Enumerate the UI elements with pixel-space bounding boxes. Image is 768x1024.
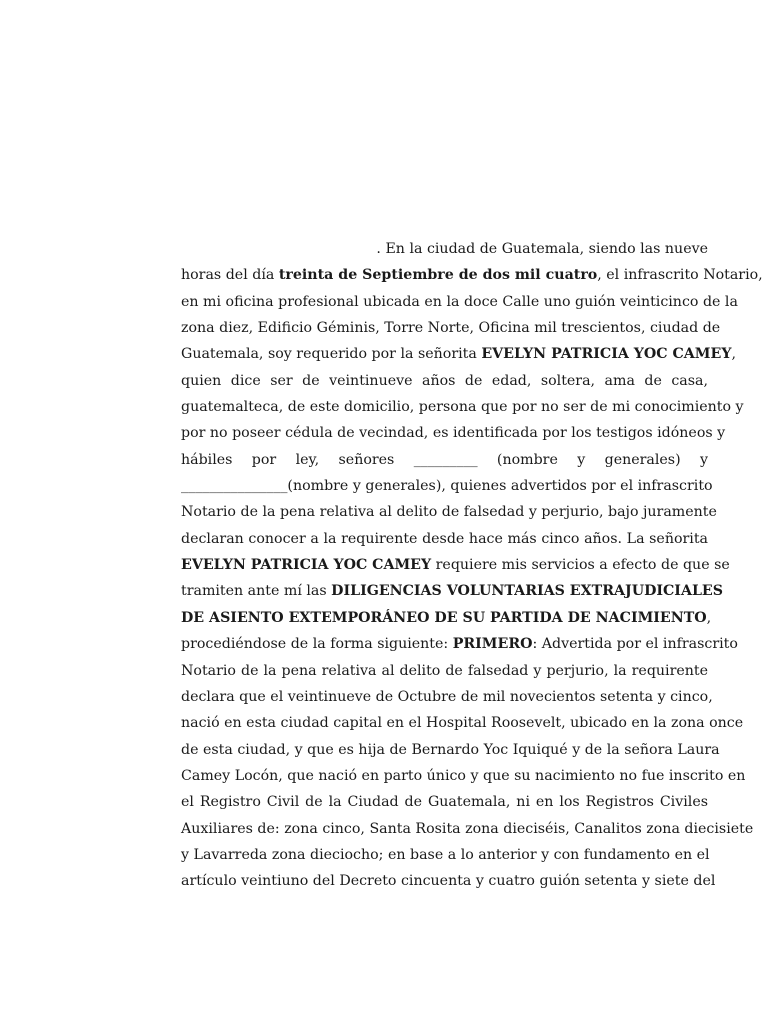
- document-line: por no poseer cédula de vecindad, es identificada por los testigos idóneos y: [181, 425, 726, 442]
- document-line: quien dice ser de veintinueve años de edad, soltera, ama de casa,: [181, 372, 708, 389]
- document-line: artículo veintiuno del Decreto cincuenta y cuatro guión setenta y siete del: [181, 873, 716, 890]
- document-line: nació en esta ciudad capital en el Hospital Roosevelt, ubicado en la zona once: [181, 715, 744, 732]
- document-line: Notario de la pena relativa al delito de falsedad y perjurio, bajo juramente: [181, 504, 717, 521]
- document-line: EVELYN PATRICIA YOC CAMEY requiere mis servicios a efecto de que se: [181, 557, 730, 574]
- document-line: Notario de la pena relativa al delito de falsedad y perjurio, la requirente: [181, 662, 708, 679]
- document-line: Camey Locón, que nació en parto único y que su nacimiento no fue inscrito en: [181, 767, 746, 784]
- document-line: horas del día treinta de Septiembre de dos mil cuatro, el infrascrito Notario,: [181, 267, 763, 284]
- document-line: DE ASIENTO EXTEMPORÁNEO DE SU PARTIDA DE NACIMIENTO,: [181, 609, 712, 626]
- document-line: Auxiliares de: zona cinco, Santa Rosita zona dieciséis, Canalitos zona diecisiete: [181, 820, 754, 837]
- document-line: declara que el veintinueve de Octubre de mil novecientos setenta y cinco,: [181, 688, 713, 705]
- document-line: . En la ciudad de Guatemala, siendo las nueve: [376, 241, 708, 257]
- document-line: en mi oficina profesional ubicada en la doce Calle uno guión veinticinco de la: [181, 293, 738, 310]
- document-line: guatemalteca, de este domicilio, persona que por no ser de mi conocimiento y: [181, 399, 744, 416]
- document-line: procediéndose de la forma siguiente: PRIMERO: Advertida por el infrascrito: [181, 636, 738, 653]
- document-line: _______________(nombre y generales), quienes advertidos por el infrascrito: [181, 478, 713, 495]
- document-line: de esta ciudad, y que es hija de Bernardo Yoc Iquiqué y de la señora Laura: [181, 741, 720, 758]
- document-line: hábiles por ley, señores _________ (nombre y generales) y: [181, 451, 708, 468]
- document-line: zona diez, Edificio Géminis, Torre Norte, Oficina mil trescientos, ciudad de: [181, 320, 721, 337]
- document-line: declaran conocer a la requirente desde hace más cinco años. La señorita: [181, 530, 708, 547]
- document-line: tramiten ante mí las DILIGENCIAS VOLUNTARIAS EXTRAJUDICIALES: [181, 583, 723, 600]
- document-line: el Registro Civil de la Ciudad de Guatemala, ni en los Registros Civiles: [181, 794, 708, 811]
- document-line: y Lavarreda zona dieciocho; en base a lo anterior y con fundamento en el: [181, 846, 710, 863]
- document-line: Guatemala, soy requerido por la señorita EVELYN PATRICIA YOC CAMEY,: [181, 346, 736, 363]
- document-body: [181, 238, 763, 897]
